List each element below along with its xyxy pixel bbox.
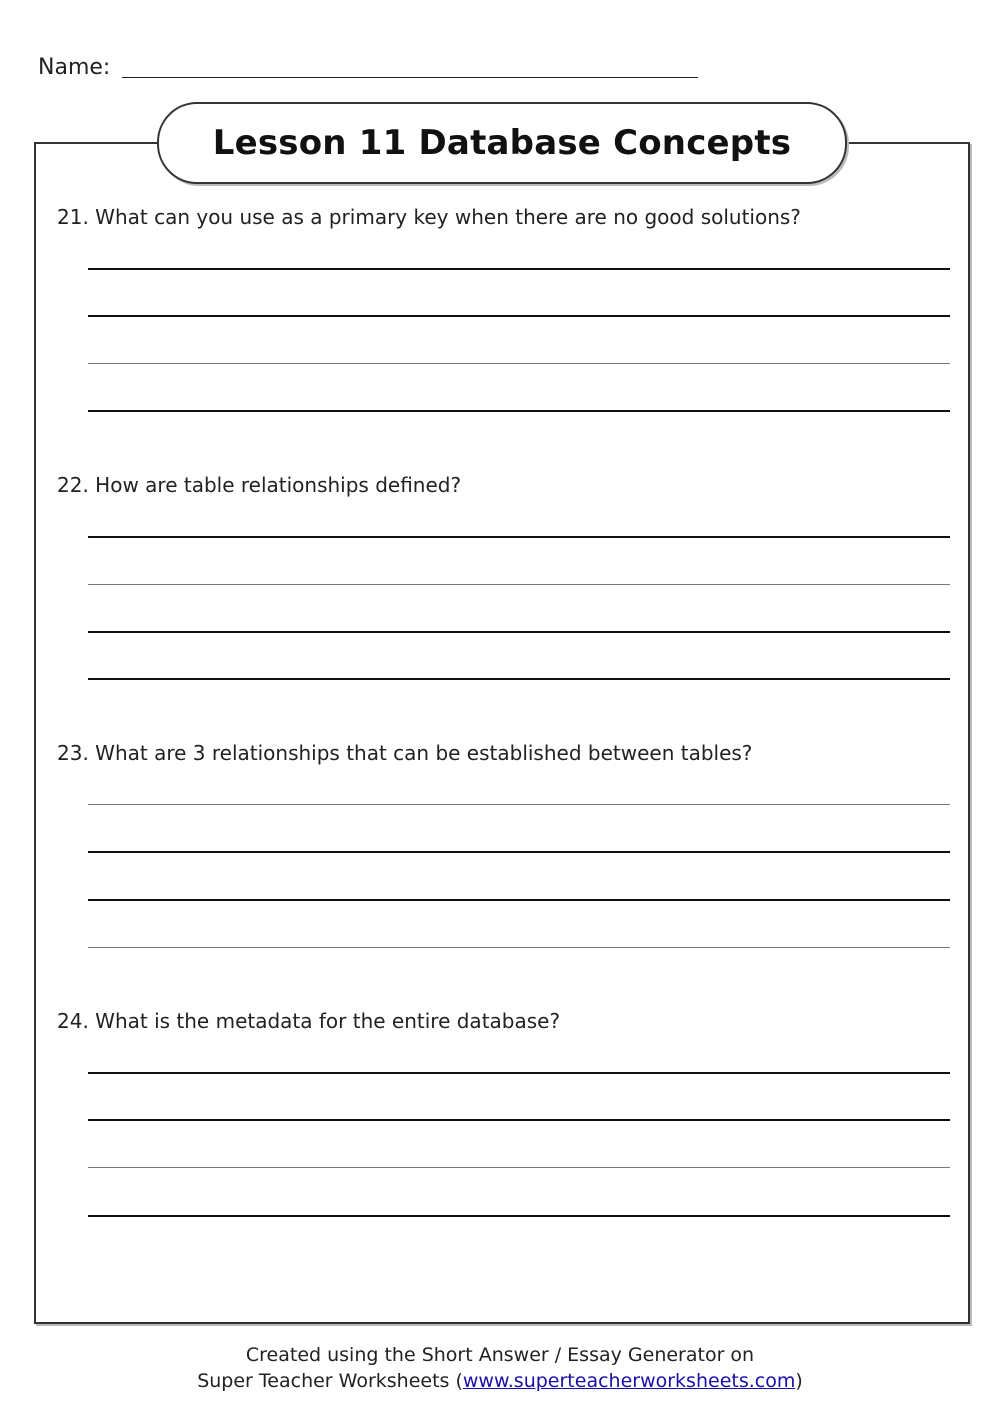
footer-prefix: Super Teacher Worksheets (: [197, 1370, 463, 1392]
answer-line-21-3[interactable]: [88, 363, 950, 364]
page-title: Lesson 11 Database Concepts: [212, 123, 792, 163]
footer-line-1: Created using the Short Answer / Essay Generator on: [245, 1344, 755, 1366]
answer-line-23-1[interactable]: [88, 804, 950, 805]
answer-line-24-4[interactable]: [88, 1215, 950, 1217]
footer-line-2: [0, 1368, 1000, 1394]
answer-line-24-2[interactable]: [88, 1119, 950, 1121]
answer-line-21-4[interactable]: [88, 410, 950, 412]
name-input-line[interactable]: [122, 77, 698, 78]
name-field-row: [38, 54, 110, 82]
answer-line-22-2[interactable]: [88, 584, 950, 585]
footer-credit: [0, 1342, 1000, 1394]
answer-line-24-1[interactable]: [88, 1072, 950, 1074]
worksheet-frame: [34, 142, 970, 1324]
footer-link[interactable]: www.superteacherworksheets.com: [462, 1370, 796, 1392]
answer-line-24-3[interactable]: [88, 1167, 950, 1168]
answer-line-22-4[interactable]: [88, 678, 950, 680]
answer-line-22-1[interactable]: [88, 536, 950, 538]
answer-line-23-3[interactable]: [88, 899, 950, 901]
frame-top-right-edge: [846, 142, 969, 144]
question-24: 24. What is the metadata for the entire database?: [57, 1009, 561, 1033]
question-22: 22. How are table relationships defined?: [57, 473, 462, 497]
question-21: 21. What can you use as a primary key when there are no good solutions?: [57, 205, 801, 229]
name-label: Name:: [38, 55, 111, 80]
title-banner: [157, 102, 847, 184]
answer-line-21-1[interactable]: [88, 268, 950, 270]
answer-line-23-4[interactable]: [88, 947, 950, 948]
question-23: 23. What are 3 relationships that can be established between tables?: [57, 741, 753, 765]
footer-suffix: ): [795, 1370, 803, 1392]
answer-line-21-2[interactable]: [88, 315, 950, 317]
answer-line-22-3[interactable]: [88, 631, 950, 633]
frame-top-left-edge: [34, 142, 158, 144]
answer-line-23-2[interactable]: [88, 851, 950, 853]
